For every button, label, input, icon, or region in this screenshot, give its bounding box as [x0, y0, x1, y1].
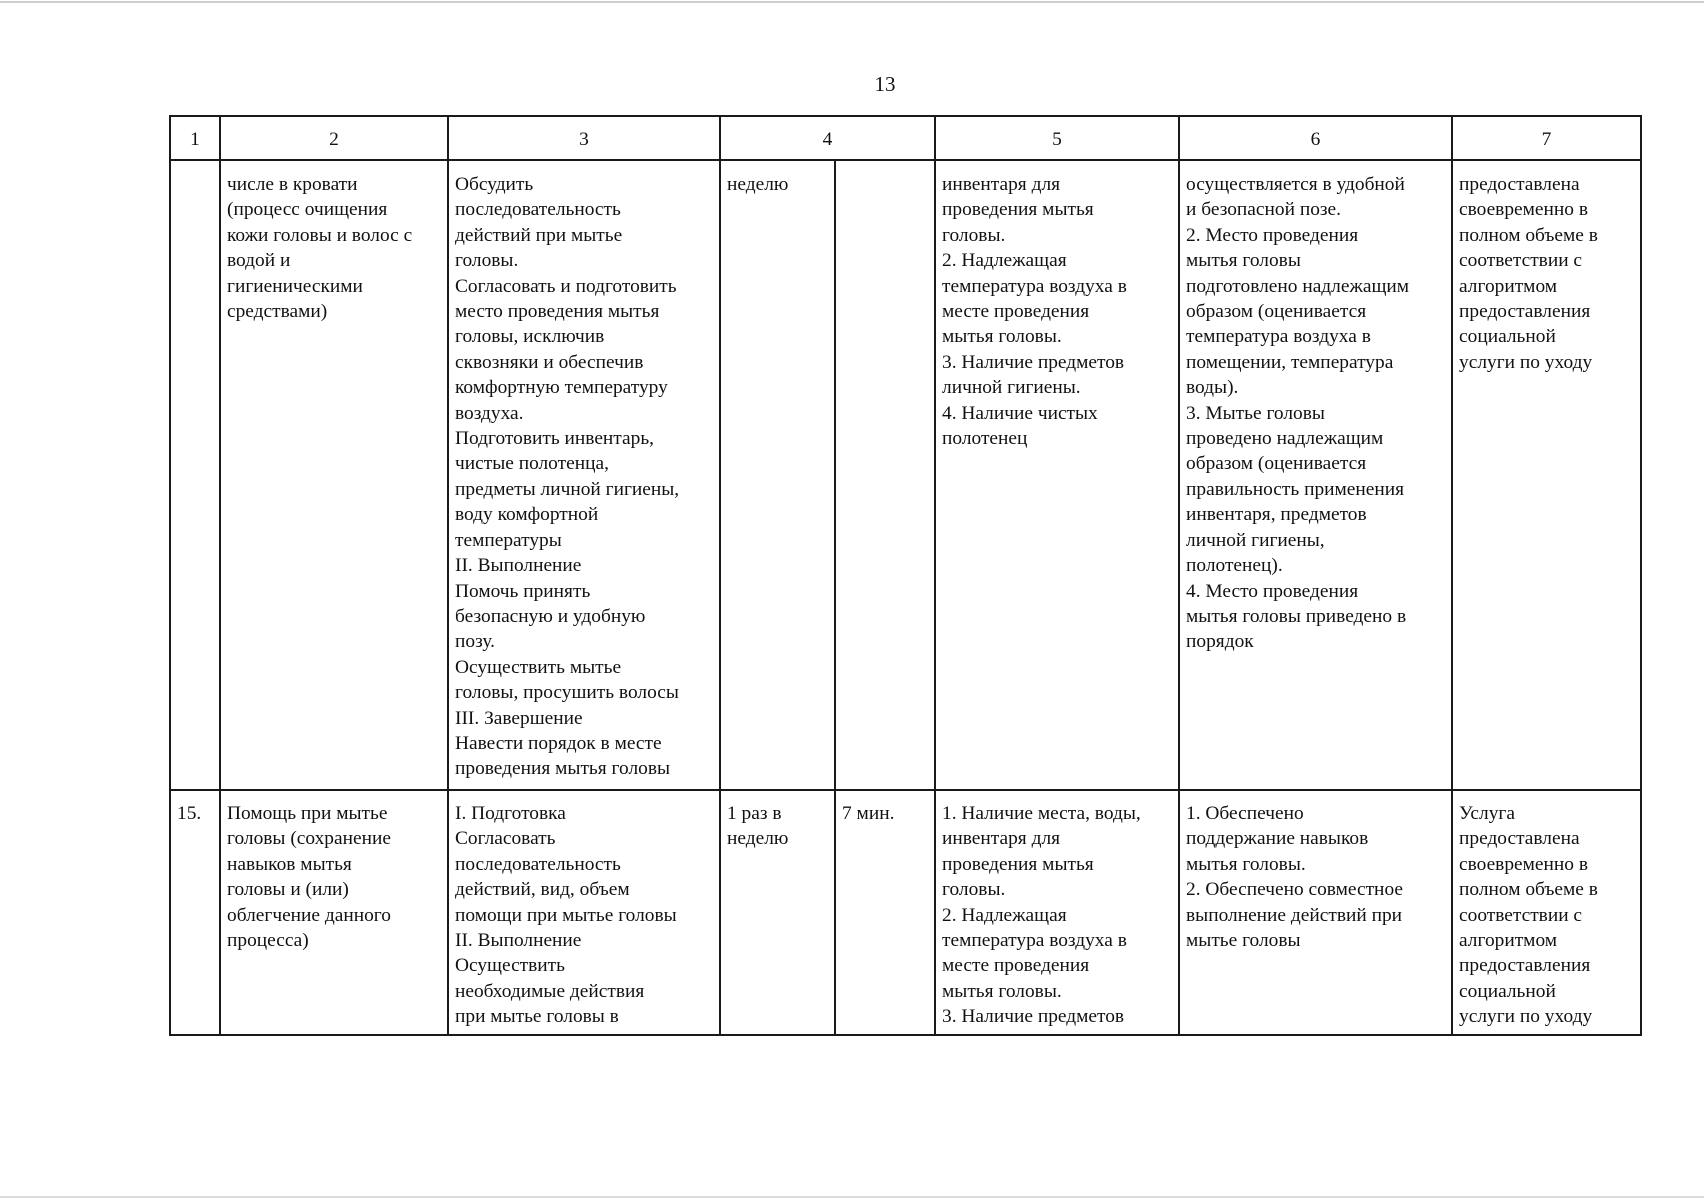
conditions-cell: 1. Наличие места, воды, инвентаря для проведения мытья головы. 2. Надлежащая температура воздуха в месте проведения мытья головы. 3. Наличие предметов — [935, 790, 1179, 1035]
duration-cell: 7 мин. — [835, 790, 935, 1035]
quality-indicators-cell: осуществляется в удобной и безопасной позе. 2. Место проведения мытья головы подготовлено надлежащим образом (оценивается температура воздуха в помещении, температура воды). 3. Мытье головы проведено надлежащим образом (оценивается правильность применения инвентаря, предметов личной гигиены, полотенец). 4. Место проведения мытья головы приведено в порядок — [1179, 160, 1452, 790]
header-col-6: 6 — [1179, 116, 1452, 160]
header-col-2: 2 — [220, 116, 448, 160]
header-col-7: 7 — [1452, 116, 1641, 160]
evaluation-cell: предоставлена своевременно в полном объеме в соответствии с алгоритмом предоставления социальной услуги по уходу — [1452, 160, 1641, 790]
evaluation-cell: Услуга предоставлена своевременно в полном объеме в соответствии с алгоритмом предоставления социальной услуги по уходу — [1452, 790, 1641, 1035]
table-row — [170, 790, 1641, 1035]
row-number-cell — [170, 160, 220, 790]
header-col-4: 4 — [720, 116, 935, 160]
service-description-cell: Обсудить последовательность действий при мытье головы. Согласовать и подготовить место проведения мытья головы, исключив сквозняки и обеспечив комфортную температуру воздуха. Подготовить инвентарь, чистые полотенца, предметы личной гигиены, воду комфортной температуры II. Выполнение Помочь принять безопасную и удобную позу. Осуществить мытье головы, просушить волосы III. Завершение Навести порядок в месте проведения мытья головы — [448, 160, 720, 790]
service-name-cell: Помощь при мытье головы (сохранение навыков мытья головы и (или) облегчение данного процесса) — [220, 790, 448, 1035]
services-table — [169, 115, 1642, 1036]
header-col-3: 3 — [448, 116, 720, 160]
service-name-cell: числе в кровати (процесс очищения кожи головы и волос с водой и гигиеническими средствами) — [220, 160, 448, 790]
quality-indicators-cell: 1. Обеспечено поддержание навыков мытья головы. 2. Обеспечено совместное выполнение действий при мытье головы — [1179, 790, 1452, 1035]
header-col-1: 1 — [170, 116, 220, 160]
service-description-cell: I. Подготовка Согласовать последовательность действий, вид, объем помощи при мытье головы II. Выполнение Осуществить необходимые действия при мытье головы в — [448, 790, 720, 1035]
top-edge-rule — [0, 1, 1704, 3]
page-number: 13 — [874, 72, 896, 96]
header-col-5: 5 — [935, 116, 1179, 160]
duration-cell — [835, 160, 935, 790]
table-row — [170, 160, 1641, 790]
frequency-cell: 1 раз в неделю — [720, 790, 835, 1035]
bottom-edge-rule — [0, 1196, 1704, 1198]
column-number-header-row — [170, 116, 1641, 160]
frequency-cell: неделю — [720, 160, 835, 790]
conditions-cell: инвентаря для проведения мытья головы. 2. Надлежащая температура воздуха в месте проведения мытья головы. 3. Наличие предметов личной гигиены. 4. Наличие чистых полотенец — [935, 160, 1179, 790]
row-number-cell: 15. — [170, 790, 220, 1035]
